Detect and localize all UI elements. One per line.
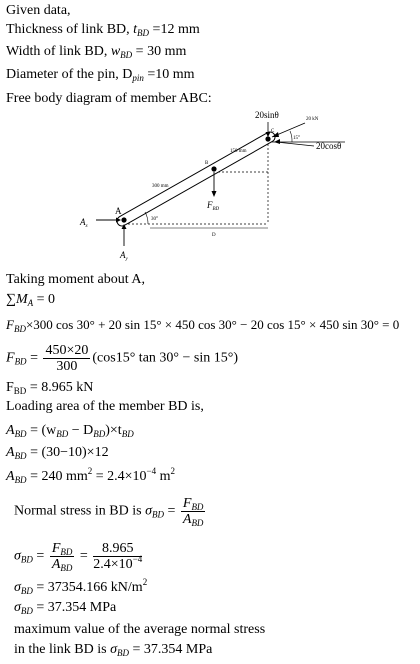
text: A (27, 298, 34, 308)
text: BD (60, 563, 73, 573)
stress-equation-2 (14, 577, 148, 596)
text: Diameter of the pin, D (6, 67, 133, 82)
label-20sin: 20sinθ (255, 110, 279, 120)
label-d: D (212, 233, 216, 238)
area-equation-3 (6, 466, 176, 485)
text: Taking moment about A, (6, 272, 146, 287)
text: A (182, 512, 192, 527)
text: BD (60, 547, 73, 557)
text: maximum value of the average normal stress (14, 622, 266, 637)
area-equation-2 (6, 445, 109, 461)
text: BD (13, 324, 26, 334)
fbd-result (6, 380, 93, 396)
stress-equation-3 (14, 600, 116, 616)
text: w (110, 44, 121, 59)
label-30deg: 30° (151, 217, 158, 222)
arrow-head (274, 139, 280, 144)
label-ay (119, 250, 129, 262)
text: ∑M (6, 292, 28, 307)
text: σ (14, 580, 21, 595)
text: Normal stress in BD is (14, 503, 142, 519)
fraction (93, 541, 142, 572)
label-20cos: 20cosθ (316, 141, 342, 151)
denominator (50, 557, 75, 572)
text: F (207, 200, 213, 210)
text: 2 (87, 466, 93, 476)
text: σ (14, 600, 21, 615)
text: 2 (170, 466, 176, 476)
member-abc-fill (122, 137, 270, 221)
text: = (36, 548, 45, 564)
text: = (167, 503, 176, 519)
text: BD (20, 606, 33, 616)
text: A (6, 423, 15, 438)
text: A (51, 557, 61, 572)
text: BD (120, 50, 133, 60)
moment-sum (6, 292, 55, 308)
text: 30 mm (147, 44, 187, 59)
label-ax (79, 217, 89, 229)
text: A (6, 469, 15, 484)
text: ×300 cos 30° + 20 sin 15° × 450 cos 30° − 20 cos 15° × 450 sin 30° = 0 (25, 317, 400, 332)
text: = (79, 548, 88, 564)
text: 10 mm (155, 67, 195, 82)
text: Given data, (6, 3, 71, 18)
area-title (6, 399, 204, 415)
text: 2 (142, 577, 148, 587)
label-15deg: 15° (293, 136, 300, 141)
text: BD (121, 429, 134, 439)
text: = 240 mm (30, 469, 88, 484)
text: Loading area of the member BD is, (6, 399, 204, 414)
width-line (6, 44, 186, 60)
text: σ (145, 503, 152, 519)
thickness-line (6, 22, 200, 38)
text: = 37.354 MPa (132, 642, 213, 657)
numerator (50, 541, 75, 557)
label-20kn: 20 kN (306, 117, 319, 122)
numerator: 450×20 (45, 343, 89, 358)
text: in the link BD is (14, 642, 107, 657)
fraction (50, 541, 75, 572)
text: = 0 (36, 292, 56, 307)
fraction (43, 343, 90, 374)
stress-equation-1 (14, 541, 144, 572)
text: Free body diagram of member ABC: (6, 91, 212, 106)
text: σ (110, 642, 117, 657)
area-equation-1 (6, 423, 134, 439)
text: = (147, 67, 156, 82)
denominator (181, 512, 206, 527)
text: 2.4×10 (93, 557, 133, 572)
moment-equation-2 (6, 343, 238, 374)
moment-equation-1 (6, 317, 399, 333)
text: BD (191, 502, 204, 512)
denominator: 300 (56, 359, 78, 374)
text: x (85, 224, 88, 229)
numerator (181, 496, 206, 512)
text: A (80, 217, 86, 227)
arrow-20cos (276, 142, 314, 146)
text: m (156, 469, 171, 484)
text: t (133, 22, 138, 37)
text: BD (151, 509, 164, 520)
text: BD (116, 648, 129, 658)
moment-title (6, 272, 145, 288)
text: Width of link BD, (6, 44, 108, 59)
text: BD (191, 518, 204, 528)
text: Thickness of link BD, (6, 22, 130, 37)
diameter-line (6, 67, 195, 83)
text: = 2.4×10 (92, 469, 147, 484)
text: = (30, 350, 38, 366)
pin-a (121, 217, 126, 222)
text: F (6, 350, 15, 366)
text: A (6, 445, 15, 460)
text: σ (14, 548, 21, 564)
label-b: B (205, 161, 209, 166)
denominator (93, 554, 143, 572)
free-body-diagram (0, 108, 420, 268)
text: −4 (146, 466, 157, 476)
text: − D (68, 423, 94, 438)
numerator: 8.965 (93, 541, 142, 557)
label-300mm: 300 mm (152, 184, 169, 189)
text: F (51, 541, 61, 556)
pin-b (211, 166, 216, 171)
angle-15-arc (290, 131, 292, 142)
label-fbd (206, 200, 220, 212)
text: BD (13, 386, 27, 396)
label-150mm: 150 mm (230, 149, 247, 154)
fbd-title (6, 91, 212, 107)
text: BD (20, 586, 33, 596)
text: = 37.354 MPa (36, 600, 117, 615)
text: y (125, 257, 128, 262)
text: F (6, 317, 14, 332)
text: F (182, 496, 192, 511)
pin-c (265, 136, 270, 141)
text: = 8.965 kN (29, 380, 94, 395)
text: BD (14, 475, 27, 485)
text: 12 mm (160, 22, 200, 37)
final-statement-1 (14, 622, 265, 638)
text: BD (14, 451, 27, 461)
text: = (30−10)×12 (30, 445, 109, 460)
text: = (135, 44, 144, 59)
given-data-heading (6, 3, 71, 19)
text: BD (212, 207, 220, 212)
text: BD (56, 429, 69, 439)
text: F (6, 380, 14, 395)
label-c: C (271, 129, 275, 134)
arrow-head (212, 191, 217, 197)
text: BD (93, 429, 106, 439)
text: pin (132, 73, 144, 83)
text: BD (20, 554, 33, 565)
text: A (120, 250, 126, 260)
fraction (181, 496, 206, 527)
text: BD (137, 28, 150, 38)
text: = (w (30, 423, 57, 438)
text: −4 (132, 554, 143, 564)
text: )×t (105, 423, 122, 438)
final-statement-2 (14, 642, 212, 658)
text: BD (14, 356, 27, 367)
text: BD (14, 429, 27, 439)
text: = (152, 22, 161, 37)
stress-intro (14, 496, 207, 527)
label-a: A (115, 206, 122, 216)
text: (cos15° tan 30° − sin 15°) (92, 350, 238, 366)
text: = 37354.166 kN/m (36, 580, 143, 595)
